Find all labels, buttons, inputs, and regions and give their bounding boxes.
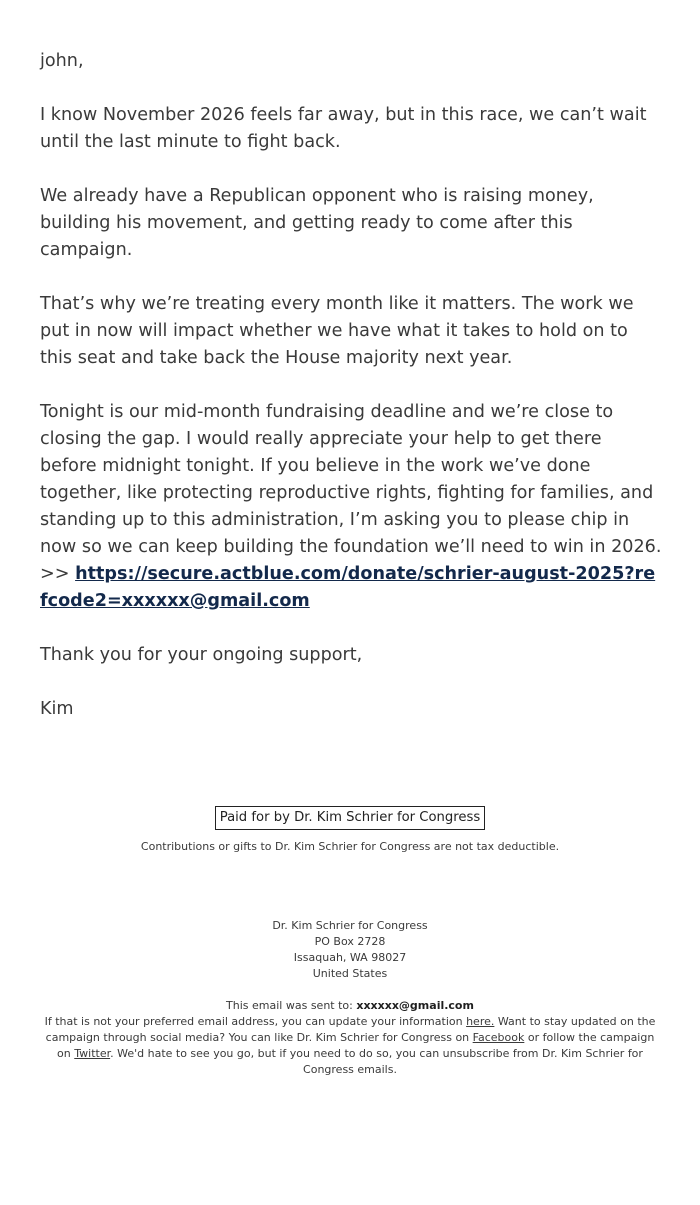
update-info-link[interactable]: here. (466, 1015, 495, 1028)
disclaimer-text-1: If that is not your preferred email address, you can update your information (44, 1015, 463, 1028)
sent-to-email: xxxxxx@gmail.com (356, 999, 474, 1012)
closing: Thank you for your ongoing support, (40, 645, 363, 665)
email-body (40, 48, 662, 750)
paragraph-3: That’s why we’re treating every month like it matters. The work we put in now will impact whether we have what it takes to hold on to this seat and take back the House majority next year. (40, 294, 634, 368)
address-org: Dr. Kim Schrier for Congress (272, 919, 428, 932)
paragraph-1: I know November 2026 feels far away, but in this race, we can’t wait until the last minute to fight back. (40, 105, 647, 152)
disclaimer-text-4: . We'd hate to see you go, but if you need to do so, you can unsubscribe from Dr. Kim Schrier for Congress emails. (110, 1047, 643, 1076)
signature: Kim (40, 699, 74, 719)
address-city: Issaquah, WA 98027 (293, 951, 407, 964)
address-po-box: PO Box 2728 (314, 935, 386, 948)
link-prefix: >> (40, 564, 70, 584)
mailing-address (40, 918, 660, 982)
paragraph-2: We already have a Republican opponent who is raising money, building his movement, and getting ready to come after this campaign. (40, 186, 594, 260)
sent-to-label: This email was sent to: (226, 999, 353, 1012)
facebook-link[interactable]: Facebook (472, 1031, 525, 1044)
paragraph-4-text: Tonight is our mid-month fundraising deadline and we’re close to closing the gap. I would really appreciate your help to get there before midnight tonight. If you believe in the work we’ve done together, like protecting reproductive rights, fighting for families, and standing up to this administration, I’m asking you to please chip in now so we can keep building the foundation we’ll need to win in 2026. (40, 402, 662, 557)
twitter-link[interactable]: Twitter (74, 1047, 111, 1060)
greeting: john, (40, 51, 84, 71)
disclaimer-text-3: or follow the campaign on (57, 1031, 655, 1060)
footer-disclaimer (40, 1014, 660, 1078)
sent-to-line (40, 998, 660, 1014)
tax-note: Contributions or gifts to Dr. Kim Schrier for Congress are not tax deductible. (140, 840, 560, 853)
donate-link[interactable]: https://secure.actblue.com/donate/schrier-august-2025?refcode2=xxxxxx@gmail.com (40, 564, 656, 611)
disclaimer-text-2: Want to stay updated on the campaign through social media? You can like Dr. Kim Schrier for Congress on (45, 1015, 656, 1044)
address-country: United States (312, 967, 388, 980)
paid-for-disclaimer (40, 806, 660, 830)
paragraph-4 (40, 399, 662, 615)
paid-for-text: Paid for by Dr. Kim Schrier for Congress (215, 806, 486, 830)
